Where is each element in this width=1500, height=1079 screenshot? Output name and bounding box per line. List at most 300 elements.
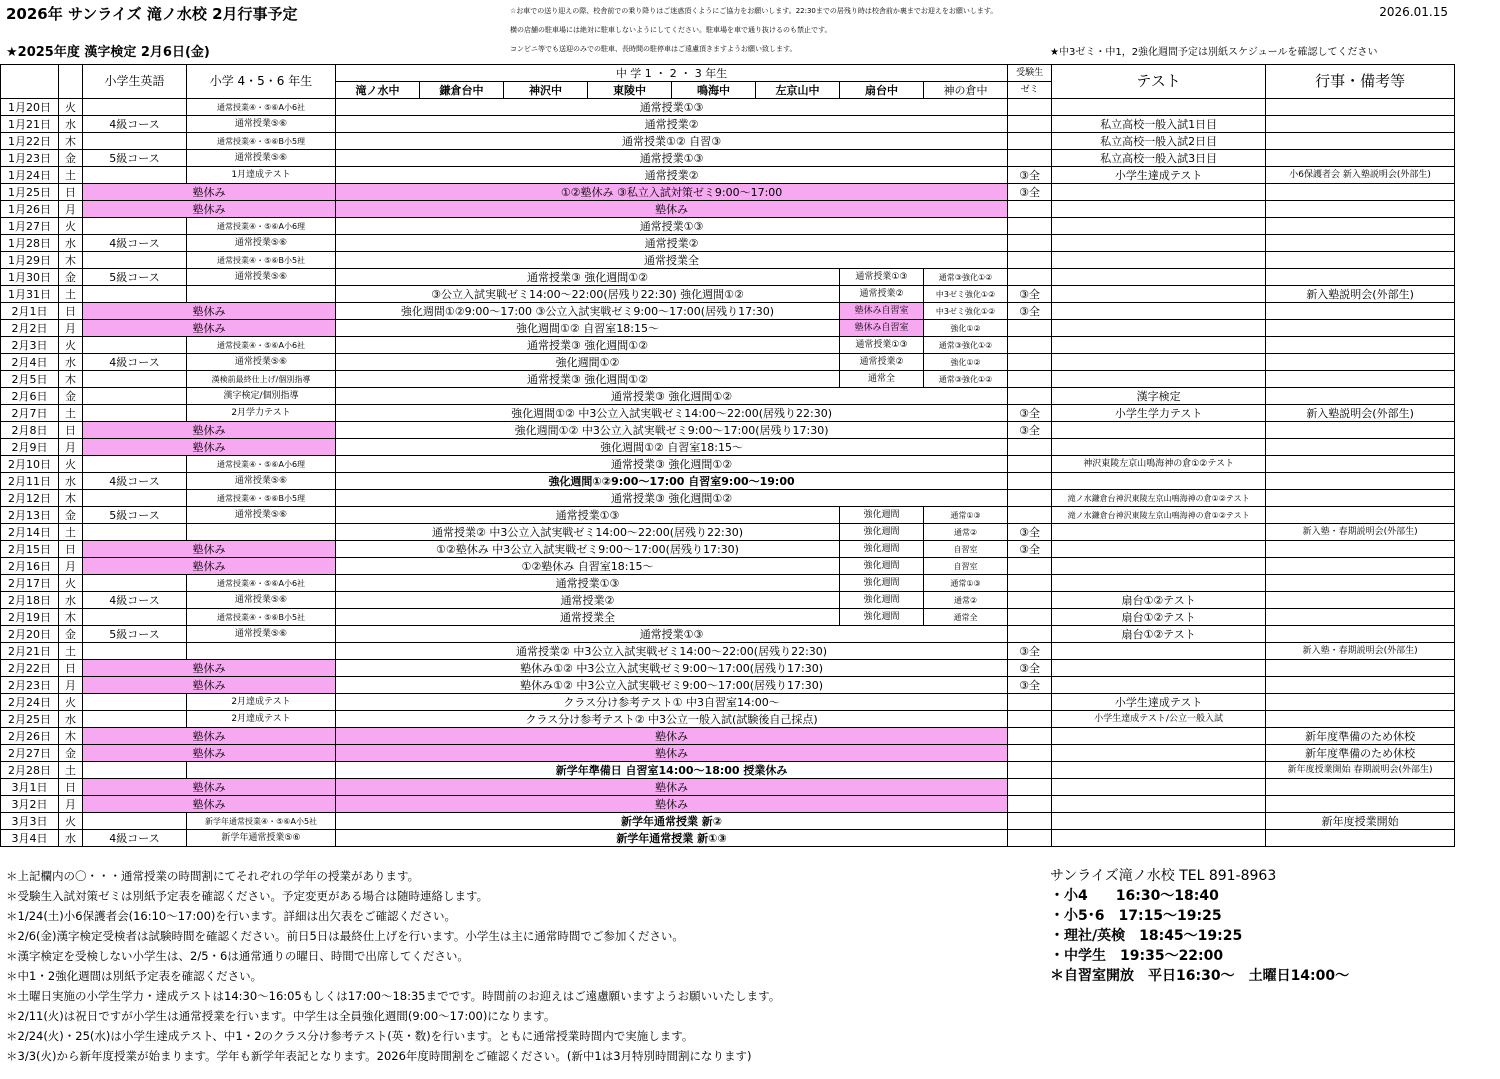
- english-cell: [83, 337, 187, 354]
- exam-seminar-cell: [1008, 558, 1052, 575]
- english-cell: [83, 218, 187, 235]
- elementary-cell: 新学年通常授業⑤⑥: [187, 830, 336, 847]
- school-split-cell: 通常②: [924, 524, 1008, 541]
- date-cell: 1月29日: [1, 252, 59, 269]
- elementary-closed-cell: 塾休み: [83, 779, 336, 796]
- event-cell: [1266, 439, 1455, 456]
- school-split-cell: 強化週間: [840, 507, 924, 524]
- exam-seminar-cell: [1008, 762, 1052, 779]
- english-cell: [83, 575, 187, 592]
- test-cell: [1052, 371, 1266, 388]
- footer-note: ＊2/11(火)は祝日ですが小学生は通常授業を行います。中学生は全員強化週間(9:00～17:00)になります。: [6, 1009, 556, 1023]
- school-header: 神の倉中: [924, 82, 1008, 99]
- junior-high-cell: 塾休み①② 中3公立入試実戦ゼミ9:00～17:00(居残り17:30): [336, 677, 1008, 694]
- test-cell: [1052, 575, 1266, 592]
- weekday-cell: 火: [59, 99, 83, 116]
- weekday-header: [59, 65, 83, 99]
- weekday-cell: 水: [59, 830, 83, 847]
- junior-high-cell: 塾休み: [336, 201, 1008, 218]
- junior-high-cell: ①②塾休み 自習室18:15～: [336, 558, 840, 575]
- event-cell: 新年度授業開始 春期説明会(外部生): [1266, 762, 1455, 779]
- exam-seminar-cell: [1008, 439, 1052, 456]
- event-cell: 小6保護者会 新入塾説明会(外部生): [1266, 167, 1455, 184]
- study-room-hours: ＊自習室開放 平日16:30～ 土曜日14:00～: [1050, 968, 1350, 984]
- exam-seminar-cell: [1008, 99, 1052, 116]
- date-cell: 2月24日: [1, 694, 59, 711]
- date-cell: 2月2日: [1, 320, 59, 337]
- elementary-cell: 通常授業④・⑤⑥B小5社: [187, 252, 336, 269]
- elementary-cell: [187, 762, 336, 779]
- date-cell: 1月22日: [1, 133, 59, 150]
- event-cell: [1266, 354, 1455, 371]
- test-cell: 扇台①②テスト: [1052, 609, 1266, 626]
- exam-seminar-cell: [1008, 490, 1052, 507]
- junior-high-cell: ③公立入試実戦ゼミ14:00～22:00(居残り22:30) 強化週間①②: [336, 286, 840, 303]
- date-cell: 1月21日: [1, 116, 59, 133]
- english-cell: 5級コース: [83, 507, 187, 524]
- junior-high-cell: 新学年通常授業 新①③: [336, 830, 1008, 847]
- date-cell: 1月31日: [1, 286, 59, 303]
- exam-header-1: 受験生: [1008, 65, 1052, 82]
- event-cell: [1266, 252, 1455, 269]
- weekday-cell: 金: [59, 745, 83, 762]
- exam-header-2: ゼミ: [1008, 82, 1052, 99]
- test-cell: [1052, 201, 1266, 218]
- school-split-cell: 通常①③: [924, 507, 1008, 524]
- elementary-cell: 通常授業⑤⑥: [187, 626, 336, 643]
- exam-seminar-cell: [1008, 269, 1052, 286]
- exam-seminar-cell: [1008, 252, 1052, 269]
- school-split-cell: 強化週間: [840, 558, 924, 575]
- weekday-cell: 金: [59, 150, 83, 167]
- event-cell: [1266, 422, 1455, 439]
- footer-notes: [6, 866, 780, 1066]
- weekday-cell: 日: [59, 660, 83, 677]
- schedule-row: [1, 422, 1455, 439]
- exam-seminar-cell: [1008, 371, 1052, 388]
- schedule-row: [1, 660, 1455, 677]
- footer-note: ＊1/24(土)小6保護者会(16:10～17:00)を行います。詳細は出欠表をご確認ください。: [6, 909, 456, 923]
- event-cell: [1266, 184, 1455, 201]
- date-cell: 2月13日: [1, 507, 59, 524]
- schedule-row: [1, 405, 1455, 422]
- junior-high-cell: 通常授業② 中3公立入試実戦ゼミ14:00～22:00(居残り22:30): [336, 524, 840, 541]
- elementary-cell: 通常授業⑤⑥: [187, 235, 336, 252]
- exam-seminar-cell: [1008, 796, 1052, 813]
- english-cell: [83, 762, 187, 779]
- test-cell: [1052, 422, 1266, 439]
- event-cell: [1266, 541, 1455, 558]
- date-cell: 2月8日: [1, 422, 59, 439]
- english-cell: [83, 524, 187, 541]
- weekday-cell: 火: [59, 456, 83, 473]
- weekday-cell: 水: [59, 711, 83, 728]
- schedule-row: [1, 728, 1455, 745]
- weekday-cell: 金: [59, 388, 83, 405]
- elementary-cell: 通常授業④・⑤⑥A小6社: [187, 337, 336, 354]
- exam-seminar-cell: ③全: [1008, 286, 1052, 303]
- test-cell: [1052, 830, 1266, 847]
- school-split-cell: 自習室: [924, 558, 1008, 575]
- weekday-cell: 水: [59, 116, 83, 133]
- junior-high-cell: 通常授業②: [336, 592, 840, 609]
- school-split-cell: 通常授業②: [840, 354, 924, 371]
- exam-seminar-cell: [1008, 320, 1052, 337]
- elementary-cell: 通常授業④・⑤⑥A小6社: [187, 575, 336, 592]
- english-cell: 5級コース: [83, 269, 187, 286]
- school-header: 滝ノ水中: [336, 82, 420, 99]
- event-cell: 新年度準備のため休校: [1266, 728, 1455, 745]
- date-cell: 3月4日: [1, 830, 59, 847]
- school-split-cell: 通常授業②: [840, 286, 924, 303]
- test-cell: [1052, 745, 1266, 762]
- elementary-cell: 漢字検定/個別指導: [187, 388, 336, 405]
- test-cell: [1052, 439, 1266, 456]
- weekday-cell: 金: [59, 269, 83, 286]
- exam-seminar-cell: [1008, 575, 1052, 592]
- exam-seminar-cell: [1008, 626, 1052, 643]
- date-cell: 2月21日: [1, 643, 59, 660]
- class-time: ・理社/英検 18:45～19:25: [1050, 928, 1243, 944]
- date-cell: 2月6日: [1, 388, 59, 405]
- event-cell: [1266, 507, 1455, 524]
- weekday-cell: 木: [59, 490, 83, 507]
- event-cell: [1266, 235, 1455, 252]
- english-cell: [83, 694, 187, 711]
- weekday-cell: 木: [59, 133, 83, 150]
- exam-seminar-cell: [1008, 728, 1052, 745]
- event-cell: [1266, 609, 1455, 626]
- english-cell: 4級コース: [83, 473, 187, 490]
- elementary-closed-cell: 塾休み: [83, 660, 336, 677]
- weekday-cell: 日: [59, 779, 83, 796]
- junior-high-cell: 通常授業①③: [336, 507, 840, 524]
- test-cell: [1052, 218, 1266, 235]
- english-header: 小学生英語: [83, 65, 187, 99]
- class-time: ・小4 16:30～18:40: [1050, 888, 1219, 904]
- exam-seminar-cell: [1008, 507, 1052, 524]
- elementary-closed-cell: 塾休み: [83, 728, 336, 745]
- event-cell: [1266, 796, 1455, 813]
- exam-seminar-cell: [1008, 592, 1052, 609]
- elementary-cell: 通常授業⑤⑥: [187, 116, 336, 133]
- schedule-row: [1, 99, 1455, 116]
- elementary-cell: 通常授業④・⑤⑥A小6理: [187, 456, 336, 473]
- test-cell: 滝ノ水鎌倉台神沢東陵左京山鳴海神の倉①②テスト: [1052, 507, 1266, 524]
- event-cell: [1266, 456, 1455, 473]
- issue-date: 2026.01.15: [1379, 5, 1448, 19]
- junior-high-cell: 通常授業③ 強化週間①②: [336, 456, 1008, 473]
- weekday-cell: 火: [59, 813, 83, 830]
- test-cell: [1052, 184, 1266, 201]
- exam-seminar-cell: ③全: [1008, 422, 1052, 439]
- seminar-notice: ★中3ゼミ・中1，2強化週間予定は別紙スケジュールを確認してください: [1050, 47, 1378, 58]
- junior-high-cell: 塾休み: [336, 728, 1008, 745]
- exam-seminar-cell: [1008, 609, 1052, 626]
- exam-seminar-cell: [1008, 235, 1052, 252]
- test-cell: [1052, 269, 1266, 286]
- weekday-cell: 木: [59, 728, 83, 745]
- date-cell: 2月16日: [1, 558, 59, 575]
- weekday-cell: 土: [59, 524, 83, 541]
- exam-seminar-cell: [1008, 218, 1052, 235]
- english-cell: 4級コース: [83, 116, 187, 133]
- schedule-row: [1, 626, 1455, 643]
- junior-high-cell: ①②塾休み ③私立入試対策ゼミ9:00～17:00: [336, 184, 1008, 201]
- elementary-closed-cell: 塾休み: [83, 422, 336, 439]
- test-cell: 扇台①②テスト: [1052, 626, 1266, 643]
- date-cell: 2月10日: [1, 456, 59, 473]
- elementary-cell: 通常授業④・⑤⑥A小6理: [187, 218, 336, 235]
- schedule-row: [1, 575, 1455, 592]
- event-cell: [1266, 779, 1455, 796]
- test-cell: [1052, 660, 1266, 677]
- junior-high-cell: 通常授業全: [336, 252, 1008, 269]
- schedule-row: [1, 473, 1455, 490]
- school-split-cell: 塾休み自習室: [840, 303, 924, 320]
- date-cell: 2月19日: [1, 609, 59, 626]
- event-cell: [1266, 218, 1455, 235]
- weekday-cell: 火: [59, 337, 83, 354]
- exam-seminar-cell: ③全: [1008, 524, 1052, 541]
- exam-seminar-cell: [1008, 456, 1052, 473]
- junior-high-cell: ①②塾休み 中3公立入試実戦ゼミ9:00～17:00(居残り17:30): [336, 541, 840, 558]
- exam-seminar-cell: [1008, 830, 1052, 847]
- weekday-cell: 火: [59, 575, 83, 592]
- elementary-cell: 新学年通常授業④・⑤⑥A小5社: [187, 813, 336, 830]
- school-split-cell: 通常③強化①②: [924, 371, 1008, 388]
- school-split-cell: 通常授業①③: [840, 337, 924, 354]
- weekday-cell: 日: [59, 541, 83, 558]
- weekday-cell: 水: [59, 592, 83, 609]
- junior-high-cell: 強化週間①② 中3公立入試実戦ゼミ9:00～17:00(居残り17:30): [336, 422, 1008, 439]
- schedule-row: [1, 779, 1455, 796]
- exam-seminar-cell: [1008, 388, 1052, 405]
- schedule-row: [1, 133, 1455, 150]
- schedule-row: [1, 218, 1455, 235]
- english-cell: [83, 371, 187, 388]
- date-cell: 2月7日: [1, 405, 59, 422]
- event-cell: 新入塾説明会(外部生): [1266, 405, 1455, 422]
- test-cell: 神沢東陵左京山鳴海神の倉①②テスト: [1052, 456, 1266, 473]
- date-header: [1, 65, 59, 99]
- test-cell: 漢字検定: [1052, 388, 1266, 405]
- date-cell: 2月14日: [1, 524, 59, 541]
- junior-high-cell: 通常授業①③: [336, 218, 1008, 235]
- date-cell: 2月27日: [1, 745, 59, 762]
- weekday-cell: 土: [59, 167, 83, 184]
- date-cell: 3月2日: [1, 796, 59, 813]
- event-cell: [1266, 116, 1455, 133]
- test-cell: 滝ノ水鎌倉台神沢東陵左京山鳴海神の倉①②テスト: [1052, 490, 1266, 507]
- test-cell: [1052, 473, 1266, 490]
- exam-seminar-cell: ③全: [1008, 643, 1052, 660]
- class-time: ・中学生 19:35～22:00: [1050, 948, 1224, 964]
- header-row-1: [1, 65, 1455, 82]
- event-cell: [1266, 592, 1455, 609]
- english-cell: 5級コース: [83, 150, 187, 167]
- schedule-row: [1, 201, 1455, 218]
- school-header: 神沢中: [504, 82, 588, 99]
- exam-seminar-cell: [1008, 473, 1052, 490]
- junior-high-cell: 強化週間①② 自習室18:15～: [336, 320, 840, 337]
- test-cell: 私立高校一般入試2日目: [1052, 133, 1266, 150]
- weekday-cell: 水: [59, 473, 83, 490]
- weekday-cell: 木: [59, 252, 83, 269]
- footer-note: ＊漢字検定を受検しない小学生は、2/5・6は通常通りの曜日、時間で出席してください。: [6, 949, 469, 963]
- notice-line-2: 横の店舗の駐車場には絶対に駐車しないようにしてください。駐車場を車で通り抜けるのも禁止です。: [510, 26, 832, 34]
- date-cell: 2月1日: [1, 303, 59, 320]
- elementary-cell: 2月学力テスト: [187, 405, 336, 422]
- date-cell: 1月27日: [1, 218, 59, 235]
- weekday-cell: 水: [59, 235, 83, 252]
- contact-block: [1050, 866, 1349, 986]
- weekday-cell: 月: [59, 796, 83, 813]
- event-cell: 新入塾説明会(外部生): [1266, 286, 1455, 303]
- event-cell: [1266, 626, 1455, 643]
- schedule-row: [1, 490, 1455, 507]
- test-cell: 私立高校一般入試3日目: [1052, 150, 1266, 167]
- junior-high-cell: 塾休み: [336, 779, 1008, 796]
- footer-note: ＊土曜日実施の小学生学力・達成テストは14:30～16:05もしくは17:00～18:35までです。時間前のお迎えはご遠慮願いますようお願いいたします。: [6, 989, 781, 1003]
- exam-seminar-cell: [1008, 354, 1052, 371]
- test-cell: 小学生達成テスト: [1052, 694, 1266, 711]
- english-cell: [83, 711, 187, 728]
- weekday-cell: 木: [59, 371, 83, 388]
- elementary-closed-cell: 塾休み: [83, 439, 336, 456]
- elementary-cell: 通常授業④・⑤⑥A小6社: [187, 99, 336, 116]
- weekday-cell: 土: [59, 405, 83, 422]
- schedule-row: [1, 252, 1455, 269]
- schedule-row: [1, 796, 1455, 813]
- test-header: テスト: [1052, 65, 1266, 99]
- event-header: 行事・備考等: [1266, 65, 1455, 99]
- english-cell: [83, 252, 187, 269]
- schedule-row: [1, 813, 1455, 830]
- date-cell: 1月30日: [1, 269, 59, 286]
- school-split-cell: 強化週間: [840, 541, 924, 558]
- event-cell: [1266, 677, 1455, 694]
- english-cell: [83, 609, 187, 626]
- schedule-row: [1, 354, 1455, 371]
- english-cell: [83, 99, 187, 116]
- schedule-row: [1, 439, 1455, 456]
- school-split-cell: 強化週間: [840, 609, 924, 626]
- schedule-row: [1, 320, 1455, 337]
- exam-seminar-cell: ③全: [1008, 541, 1052, 558]
- english-cell: [83, 643, 187, 660]
- junior-high-cell: 通常授業③ 強化週間①②: [336, 269, 840, 286]
- date-cell: 2月5日: [1, 371, 59, 388]
- date-cell: 2月3日: [1, 337, 59, 354]
- page-title: 2026年 サンライズ 滝ノ水校 2月行事予定: [6, 5, 298, 23]
- schedule-row: [1, 235, 1455, 252]
- test-cell: [1052, 813, 1266, 830]
- test-cell: [1052, 354, 1266, 371]
- event-cell: [1266, 660, 1455, 677]
- junior-high-cell: 通常授業②: [336, 235, 1008, 252]
- junior-high-cell: 塾休み: [336, 796, 1008, 813]
- exam-seminar-cell: [1008, 813, 1052, 830]
- event-cell: [1266, 133, 1455, 150]
- elementary-cell: 1月達成テスト: [187, 167, 336, 184]
- schedule-row: [1, 167, 1455, 184]
- elementary-closed-cell: 塾休み: [83, 184, 336, 201]
- weekday-cell: 土: [59, 286, 83, 303]
- schedule-row: [1, 371, 1455, 388]
- schedule-row: [1, 762, 1455, 779]
- exam-seminar-cell: ③全: [1008, 405, 1052, 422]
- english-cell: [83, 167, 187, 184]
- notice-line-1: ☆お車での送り迎えの際、校舎前での乗り降りはご迷惑頂くようにご協力をお願いします。22:30までの居残り時は校舎前か裏までお迎えをお願いします。: [510, 7, 998, 15]
- event-cell: [1266, 303, 1455, 320]
- date-cell: 2月11日: [1, 473, 59, 490]
- weekday-cell: 金: [59, 507, 83, 524]
- english-cell: 4級コース: [83, 354, 187, 371]
- weekday-cell: 土: [59, 762, 83, 779]
- date-cell: 2月26日: [1, 728, 59, 745]
- weekday-cell: 火: [59, 218, 83, 235]
- test-cell: [1052, 235, 1266, 252]
- school-split-cell: 塾休み自習室: [840, 320, 924, 337]
- school-split-cell: 自習室: [924, 541, 1008, 558]
- schedule-row: [1, 286, 1455, 303]
- event-cell: [1266, 150, 1455, 167]
- date-cell: 2月25日: [1, 711, 59, 728]
- footer-note: ＊受験生入試対策ゼミは別紙予定表を確認ください。予定変更がある場合は随時連絡します。: [6, 889, 489, 903]
- date-cell: 2月20日: [1, 626, 59, 643]
- event-cell: [1266, 269, 1455, 286]
- event-cell: 新年度授業開始: [1266, 813, 1455, 830]
- weekday-cell: 日: [59, 303, 83, 320]
- junior-high-cell: 強化週間①②9:00～17:00 ③公立入試実戦ゼミ9:00～17:00(居残り17:30): [336, 303, 840, 320]
- footer-note: ＊3/3(火)から新年度授業が始まります。学年も新学年表記となります。2026年度時間割をご確認ください。(新中1は3月特別時間割になります): [6, 1049, 752, 1063]
- junior-high-cell: 通常授業③ 強化週間①②: [336, 371, 840, 388]
- school-split-cell: 通常全: [840, 371, 924, 388]
- event-cell: 新入塾・春期説明会(外部生): [1266, 524, 1455, 541]
- event-cell: 新入塾・春期説明会(外部生): [1266, 643, 1455, 660]
- test-cell: [1052, 320, 1266, 337]
- date-cell: 1月20日: [1, 99, 59, 116]
- schedule-row: [1, 507, 1455, 524]
- school-header: 左京山中: [756, 82, 840, 99]
- junior-high-cell: 通常授業② 中3公立入試実戦ゼミ14:00～22:00(居残り22:30): [336, 643, 1008, 660]
- school-split-cell: 強化週間: [840, 524, 924, 541]
- exam-seminar-cell: [1008, 133, 1052, 150]
- class-time: ・小5･6 17:15～19:25: [1050, 908, 1222, 924]
- elementary-cell: 通常授業④・⑤⑥B小5理: [187, 133, 336, 150]
- event-cell: [1266, 473, 1455, 490]
- junior-high-header: 中 学 1 ・ 2 ・ 3 年生: [336, 65, 1008, 82]
- footer-note: ＊2/6(金)漢字検定受検者は試験時間を確認ください。前日5日は最終仕上げを行います。小学生は主に通常時間でご参加ください。: [6, 929, 684, 943]
- elementary-cell: 通常授業⑤⑥: [187, 473, 336, 490]
- english-cell: 5級コース: [83, 626, 187, 643]
- exam-seminar-cell: [1008, 201, 1052, 218]
- junior-high-cell: 通常授業①③: [336, 99, 1008, 116]
- date-cell: 2月23日: [1, 677, 59, 694]
- elementary-cell: 通常授業⑤⑥: [187, 354, 336, 371]
- event-cell: [1266, 490, 1455, 507]
- elementary-cell: 通常授業⑤⑥: [187, 592, 336, 609]
- exam-seminar-cell: ③全: [1008, 184, 1052, 201]
- exam-seminar-cell: ③全: [1008, 677, 1052, 694]
- event-cell: [1266, 558, 1455, 575]
- school-split-cell: 通常授業①③: [840, 269, 924, 286]
- elementary-closed-cell: 塾休み: [83, 541, 336, 558]
- elementary-header: 小学 4・5・6 年生: [187, 65, 336, 99]
- junior-high-cell: 塾休み: [336, 745, 1008, 762]
- schedule-row: [1, 745, 1455, 762]
